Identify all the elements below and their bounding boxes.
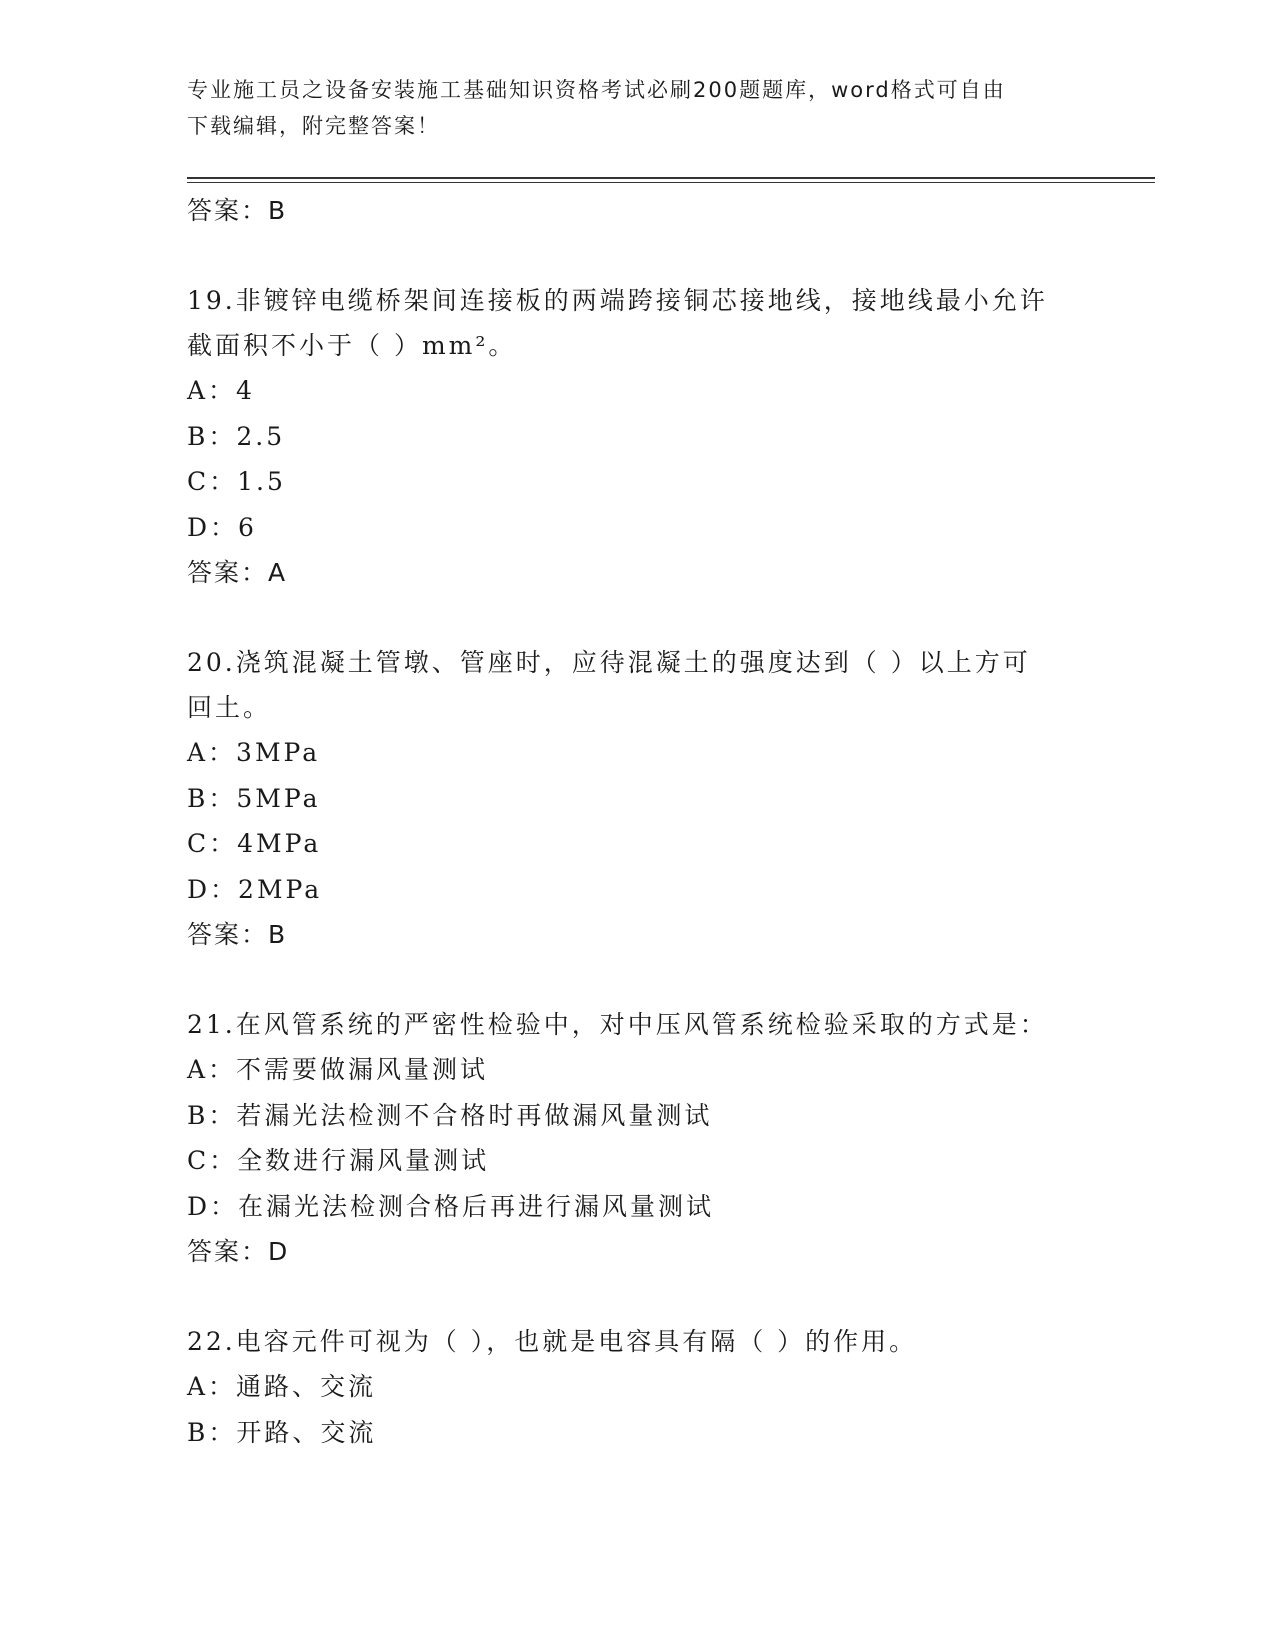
option-b: B：若漏光法检测不合格时再做漏风量测试: [187, 1100, 713, 1130]
option-a: A：4: [187, 376, 255, 405]
answer-line: 答案：A: [187, 558, 288, 587]
option-d: D：2MPa: [187, 874, 323, 904]
option-b: B：2.5: [187, 421, 286, 451]
option-d: D：在漏光法检测合格后再进行漏风量测试: [187, 1191, 715, 1221]
option-a: A：不需要做漏风量测试: [187, 1055, 489, 1084]
option-a: A：3MPa: [187, 738, 321, 767]
header-line-2: 下载编辑，附完整答案！: [187, 114, 440, 138]
question-text: 22.电容元件可视为（ ），也就是电容具有隔（ ）的作用。: [187, 1327, 918, 1356]
option-b: B：开路、交流: [187, 1417, 377, 1447]
question-22: [187, 1319, 1087, 1455]
option-c: C：全数进行漏风量测试: [187, 1146, 490, 1175]
question-21: [187, 1002, 1087, 1275]
document-header: [187, 72, 1077, 144]
answer-line: 答案：B: [187, 196, 288, 225]
question-20: [187, 640, 1087, 958]
answer-line: 答案：B: [187, 920, 288, 949]
option-d: D：6: [187, 512, 257, 542]
option-c: C：1.5: [187, 467, 286, 496]
question-text: 21.在风管系统的严密性检验中，对中压风管系统检验采取的方式是：: [187, 1010, 1048, 1039]
option-a: A：通路、交流: [187, 1372, 377, 1401]
question-text-cont: 截面积不小于（ ）mm²。: [187, 331, 517, 360]
question-text: 19.非镀锌电缆桥架间连接板的两端跨接铜芯接地线，接地线最小允许: [187, 286, 1048, 315]
option-b: B：5MPa: [187, 783, 321, 813]
header-line-1: 专业施工员之设备安装施工基础知识资格考试必刷200题题库，word格式可自由: [187, 78, 1006, 102]
question-text: 20.浇筑混凝土管墩、管座时，应待混凝土的强度达到（ ）以上方可: [187, 648, 1031, 677]
header-divider-thick: [187, 177, 1155, 179]
question-list: [187, 188, 1087, 1455]
answer-line: 答案：D: [187, 1237, 290, 1266]
question-text-cont: 回土。: [187, 693, 272, 722]
option-c: C：4MPa: [187, 829, 322, 858]
question-19: [187, 278, 1087, 596]
header-divider-thin: [187, 182, 1155, 183]
